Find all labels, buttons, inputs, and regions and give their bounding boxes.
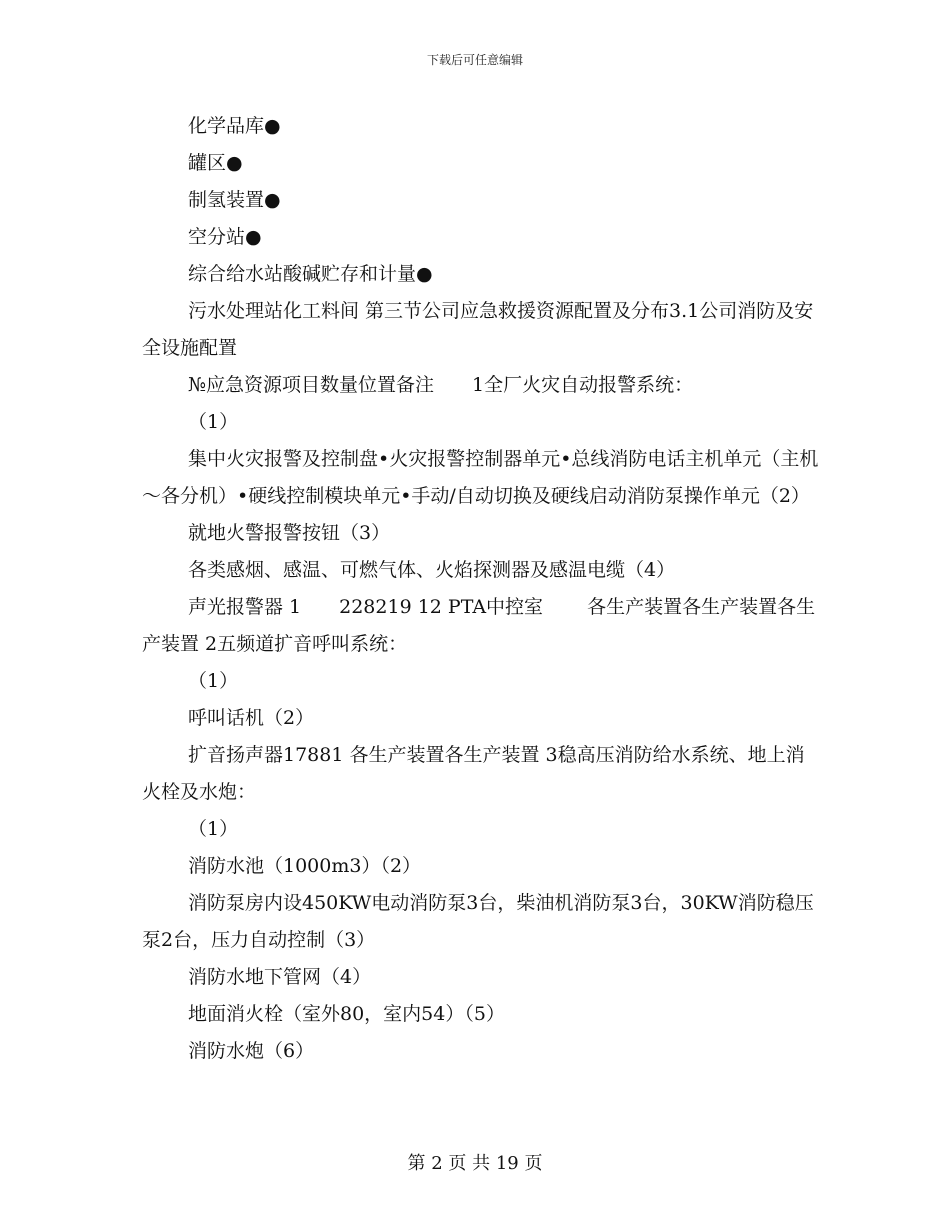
page-footer: 第 2 页 共 19 页 bbox=[407, 1153, 543, 1174]
paragraph-section-three: 污水处理站化工料间 第三节公司应急救援资源配置及分布3.1公司消防及安全设施配置 bbox=[142, 300, 814, 359]
paragraph-underground-pipe: 消防水地下管网（4） bbox=[188, 966, 372, 988]
paragraph-call-phone: 呼叫话机（2） bbox=[188, 707, 315, 729]
paragraph-item-1: （1） bbox=[188, 411, 239, 433]
paragraph-sound-light-alarm: 声光报警器 1 228219 12 PTA中控室 各生产装置各生产装置各生产装置 2五频道扩音呼叫系统： bbox=[142, 596, 816, 655]
paragraph-water-cannon: 消防水炮（6） bbox=[188, 1040, 315, 1062]
document-body bbox=[142, 108, 822, 1070]
page-header: 下载后可任意编辑 bbox=[426, 53, 523, 67]
paragraph-fire-pool: 消防水池（1000m3）（2） bbox=[188, 855, 422, 877]
paragraph-tank-area: 罐区● bbox=[188, 152, 243, 174]
paragraph-chemical-warehouse: 化学品库● bbox=[188, 115, 281, 137]
paragraph-water-station: 综合给水站酸碱贮存和计量● bbox=[188, 263, 433, 285]
paragraph-item-1c: （1） bbox=[188, 818, 239, 840]
paragraph-air-separation: 空分站● bbox=[188, 226, 262, 248]
paragraph-alarm-button: 就地火警报警按钮（3） bbox=[188, 522, 391, 544]
paragraph-loudspeaker: 扩音扬声器17881 各生产装置各生产装置 3稳高压消防给水系统、地上消火栓及水炮： bbox=[142, 744, 805, 803]
paragraph-item-1b: （1） bbox=[188, 670, 239, 692]
paragraph-resource-table-header: №应急资源项目数量位置备注 1全厂火灾自动报警系统： bbox=[188, 374, 694, 396]
paragraph-detectors: 各类感烟、感温、可燃气体、火焰探测器及感温电缆（4） bbox=[188, 559, 676, 581]
paragraph-hydrogen-unit: 制氢装置● bbox=[188, 189, 281, 211]
paragraph-fire-pump-room: 消防泵房内设450KW电动消防泵3台，柴油机消防泵3台，30KW消防稳压泵2台，压力自动控制（3） bbox=[142, 892, 814, 951]
paragraph-hydrants: 地面消火栓（室外80，室内54）（5） bbox=[188, 1003, 505, 1025]
paragraph-alarm-control: 集中火灾报警及控制盘•火灾报警控制器单元•总线消防电话主机单元（主机～各分机）•硬线控制模块单元•手动/自动切换及硬线启动消防泵操作单元（2） bbox=[142, 448, 819, 507]
